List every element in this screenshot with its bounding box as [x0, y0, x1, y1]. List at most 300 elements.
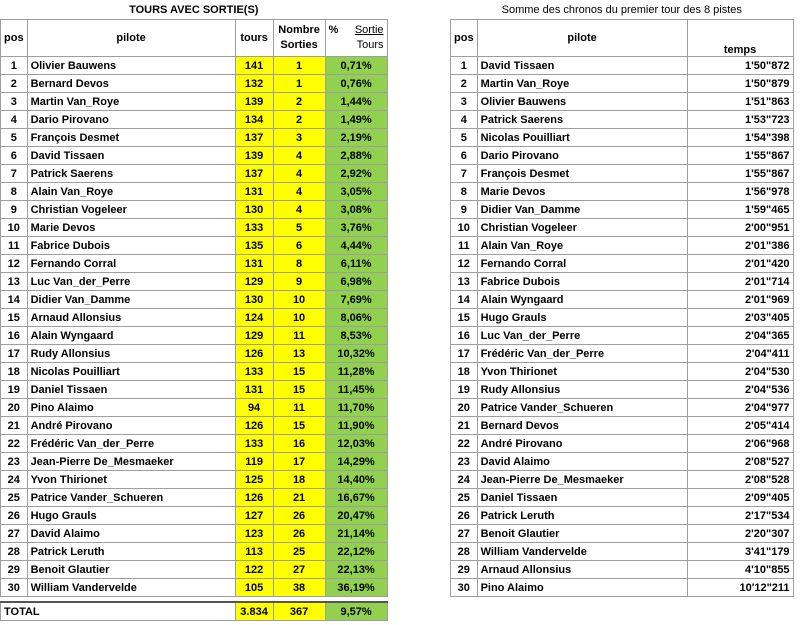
row-sorties: 8: [273, 255, 325, 273]
right-header-row: [451, 20, 794, 57]
table-row: [451, 543, 794, 561]
row-pct: 11,45%: [325, 381, 387, 399]
row-pos: 16: [1, 327, 28, 345]
row-pilote: Daniel Tissaen: [477, 489, 687, 507]
total-label: TOTAL: [1, 602, 236, 621]
row-tours: 131: [235, 381, 273, 399]
row-temps: 1'55"867: [687, 147, 793, 165]
row-pos: 19: [451, 381, 478, 399]
table-row: [451, 93, 794, 111]
row-pct: 11,28%: [325, 363, 387, 381]
table-row: [451, 327, 794, 345]
row-tours: 133: [235, 219, 273, 237]
row-pct: 22,12%: [325, 543, 387, 561]
header-pct-symbol: %: [328, 24, 339, 36]
row-tours: 123: [235, 525, 273, 543]
row-pilote: Bernard Devos: [27, 75, 235, 93]
table-row: [1, 165, 388, 183]
row-pos: 27: [1, 525, 28, 543]
row-pilote: Dario Pirovano: [477, 147, 687, 165]
row-sorties: 11: [273, 399, 325, 417]
row-tours: 137: [235, 165, 273, 183]
row-pct: 7,69%: [325, 291, 387, 309]
row-pct: 21,14%: [325, 525, 387, 543]
row-pilote: Alain Van_Roye: [27, 183, 235, 201]
table-row: [451, 219, 794, 237]
header-sorties-line1: Nombre: [278, 24, 320, 36]
table-row: [1, 471, 388, 489]
table-row: [1, 93, 388, 111]
row-pos: 14: [1, 291, 28, 309]
row-pilote: Rudy Allonsius: [477, 381, 687, 399]
row-pilote: Fabrice Dubois: [477, 273, 687, 291]
row-temps: 2'04"536: [687, 381, 793, 399]
table-row: [1, 399, 388, 417]
row-pos: 28: [451, 543, 478, 561]
row-temps: 2'00"951: [687, 219, 793, 237]
row-pos: 30: [451, 579, 478, 597]
left-table-title: TOURS AVEC SORTIE(S): [129, 3, 259, 16]
row-pilote: Alain Van_Roye: [477, 237, 687, 255]
row-tours: 133: [235, 363, 273, 381]
row-pilote: Patrice Vander_Schueren: [27, 489, 235, 507]
table-row: [451, 309, 794, 327]
header-pilote: pilote: [27, 20, 235, 57]
row-sorties: 13: [273, 345, 325, 363]
table-row: [451, 453, 794, 471]
row-temps: 2'08"528: [687, 471, 793, 489]
row-pos: 15: [451, 309, 478, 327]
table-row: [451, 57, 794, 75]
row-pct: 1,49%: [325, 111, 387, 129]
row-pilote: Bernard Devos: [477, 417, 687, 435]
row-pct: 0,76%: [325, 75, 387, 93]
table-row: [1, 453, 388, 471]
row-pct: 14,29%: [325, 453, 387, 471]
row-temps: 2'01"714: [687, 273, 793, 291]
row-temps: 2'04"411: [687, 345, 793, 363]
row-sorties: 6: [273, 237, 325, 255]
row-pos: 28: [1, 543, 28, 561]
table-row: [451, 363, 794, 381]
row-pct: 14,40%: [325, 471, 387, 489]
table-row: [451, 111, 794, 129]
row-pct: 0,71%: [325, 57, 387, 75]
row-pos: 29: [1, 561, 28, 579]
row-pos: 15: [1, 309, 28, 327]
row-pct: 2,88%: [325, 147, 387, 165]
row-pos: 9: [1, 201, 28, 219]
table-row: [451, 579, 794, 597]
row-pct: 8,06%: [325, 309, 387, 327]
table-row: [1, 363, 388, 381]
row-pos: 7: [1, 165, 28, 183]
table-row: [1, 111, 388, 129]
row-pilote: Nicolas Pouilliart: [27, 363, 235, 381]
row-pilote: Didier Van_Damme: [477, 201, 687, 219]
row-pos: 7: [451, 165, 478, 183]
row-tours: 137: [235, 129, 273, 147]
table-row: [451, 417, 794, 435]
row-tours: 119: [235, 453, 273, 471]
row-pos: 13: [1, 273, 28, 291]
table-row: [451, 129, 794, 147]
row-sorties: 18: [273, 471, 325, 489]
table-row: [1, 417, 388, 435]
row-pos: 16: [451, 327, 478, 345]
row-pos: 19: [1, 381, 28, 399]
row-pilote: David Tissaen: [27, 147, 235, 165]
row-sorties: 9: [273, 273, 325, 291]
row-pos: 1: [1, 57, 28, 75]
row-pilote: Frédéric Van_der_Perre: [477, 345, 687, 363]
row-pos: 21: [451, 417, 478, 435]
row-pilote: Jean-Pierre De_Mesmaeker: [27, 453, 235, 471]
total-tours: 3.834: [235, 602, 273, 621]
row-pilote: Christian Vogeleer: [477, 219, 687, 237]
header-pos: pos: [451, 20, 478, 57]
row-pct: 8,53%: [325, 327, 387, 345]
table-row: [1, 57, 388, 75]
row-sorties: 15: [273, 381, 325, 399]
row-pos: 3: [451, 93, 478, 111]
row-sorties: 2: [273, 111, 325, 129]
chronos-premier-tour-sheet: [450, 0, 794, 597]
row-pos: 23: [1, 453, 28, 471]
row-temps: 2'09"405: [687, 489, 793, 507]
row-pilote: Hugo Grauls: [477, 309, 687, 327]
row-pct: 4,44%: [325, 237, 387, 255]
row-tours: 124: [235, 309, 273, 327]
row-pilote: François Desmet: [27, 129, 235, 147]
tours-avec-sorties-table: [0, 0, 388, 621]
row-pilote: Yvon Thirionet: [477, 363, 687, 381]
row-tours: 122: [235, 561, 273, 579]
row-pos: 3: [1, 93, 28, 111]
row-pos: 30: [1, 579, 28, 597]
row-sorties: 10: [273, 309, 325, 327]
table-row: [451, 237, 794, 255]
row-pos: 26: [1, 507, 28, 525]
right-table-title: Somme des chronos du premier tour des 8 pistes: [501, 3, 742, 16]
row-sorties: 4: [273, 147, 325, 165]
row-sorties: 5: [273, 219, 325, 237]
table-row: [451, 507, 794, 525]
row-pilote: Fernando Corral: [477, 255, 687, 273]
row-sorties: 16: [273, 435, 325, 453]
table-row: [1, 561, 388, 579]
row-pos: 12: [1, 255, 28, 273]
row-pilote: André Pirovano: [477, 435, 687, 453]
row-pos: 8: [1, 183, 28, 201]
row-pos: 4: [451, 111, 478, 129]
row-pilote: Patrice Vander_Schueren: [477, 399, 687, 417]
table-row: [1, 147, 388, 165]
row-pos: 6: [1, 147, 28, 165]
row-pct: 3,76%: [325, 219, 387, 237]
header-sorties-line2: Sorties: [280, 39, 318, 51]
row-pos: 25: [451, 489, 478, 507]
row-sorties: 11: [273, 327, 325, 345]
row-sorties: 25: [273, 543, 325, 561]
row-pos: 2: [451, 75, 478, 93]
row-pos: 22: [1, 435, 28, 453]
row-pilote: Marie Devos: [477, 183, 687, 201]
row-tours: 131: [235, 255, 273, 273]
table-row: [451, 525, 794, 543]
row-temps: 2'03"405: [687, 309, 793, 327]
row-tours: 129: [235, 327, 273, 345]
row-pos: 2: [1, 75, 28, 93]
row-pos: 11: [451, 237, 478, 255]
row-pos: 27: [451, 525, 478, 543]
table-row: [1, 489, 388, 507]
row-pos: 17: [451, 345, 478, 363]
row-sorties: 1: [273, 75, 325, 93]
table-row: [1, 525, 388, 543]
row-temps: 1'50"872: [687, 57, 793, 75]
table-row: [1, 237, 388, 255]
row-pilote: Arnaud Allonsius: [27, 309, 235, 327]
row-pilote: François Desmet: [477, 165, 687, 183]
row-pilote: David Tissaen: [477, 57, 687, 75]
row-pos: 6: [451, 147, 478, 165]
row-temps: 10'12"211: [687, 579, 793, 597]
header-nombre-sorties: [273, 20, 325, 57]
row-pilote: Martin Van_Roye: [27, 93, 235, 111]
row-pilote: David Alaimo: [477, 453, 687, 471]
row-temps: 2'06"968: [687, 435, 793, 453]
table-row: [451, 345, 794, 363]
row-pct: 36,19%: [325, 579, 387, 597]
table-row: [451, 147, 794, 165]
row-temps: 2'04"365: [687, 327, 793, 345]
row-pilote: Fabrice Dubois: [27, 237, 235, 255]
chronos-table: [450, 0, 794, 597]
row-pilote: Luc Van_der_Perre: [27, 273, 235, 291]
row-sorties: 3: [273, 129, 325, 147]
header-pct-sortie-tours: [325, 20, 387, 57]
table-row: [1, 435, 388, 453]
row-sorties: 15: [273, 363, 325, 381]
row-tours: 94: [235, 399, 273, 417]
row-pos: 10: [1, 219, 28, 237]
row-pilote: Jean-Pierre De_Mesmaeker: [477, 471, 687, 489]
row-temps: 1'56"978: [687, 183, 793, 201]
row-tours: 126: [235, 417, 273, 435]
row-temps: 2'17"534: [687, 507, 793, 525]
row-temps: 1'50"879: [687, 75, 793, 93]
row-pilote: Hugo Grauls: [27, 507, 235, 525]
row-pos: 13: [451, 273, 478, 291]
table-row: [451, 201, 794, 219]
row-pilote: Christian Vogeleer: [27, 201, 235, 219]
row-pos: 10: [451, 219, 478, 237]
row-pct: 20,47%: [325, 507, 387, 525]
row-pilote: Yvon Thirionet: [27, 471, 235, 489]
row-pos: 21: [1, 417, 28, 435]
row-pilote: Olivier Bauwens: [477, 93, 687, 111]
header-temps: temps: [687, 20, 793, 57]
row-temps: 2'05"414: [687, 417, 793, 435]
header-pilote: pilote: [477, 20, 687, 57]
row-pilote: Pino Alaimo: [27, 399, 235, 417]
row-pilote: Olivier Bauwens: [27, 57, 235, 75]
row-tours: 141: [235, 57, 273, 75]
row-pilote: Didier Van_Damme: [27, 291, 235, 309]
row-pilote: William Vandervelde: [477, 543, 687, 561]
table-row: [451, 273, 794, 291]
row-pct: 1,44%: [325, 93, 387, 111]
row-pos: 5: [1, 129, 28, 147]
table-row: [1, 219, 388, 237]
table-row: [451, 399, 794, 417]
row-sorties: 4: [273, 201, 325, 219]
header-pct-line1: Sortie: [354, 24, 384, 36]
row-pilote: Benoit Glautier: [477, 525, 687, 543]
row-temps: 2'01"420: [687, 255, 793, 273]
row-pos: 8: [451, 183, 478, 201]
row-sorties: 21: [273, 489, 325, 507]
row-tours: 126: [235, 345, 273, 363]
row-pct: 6,98%: [325, 273, 387, 291]
row-tours: 133: [235, 435, 273, 453]
row-pct: 11,90%: [325, 417, 387, 435]
table-row: [1, 579, 388, 597]
row-temps: 2'08"527: [687, 453, 793, 471]
row-sorties: 4: [273, 165, 325, 183]
row-temps: 2'04"530: [687, 363, 793, 381]
row-pos: 12: [451, 255, 478, 273]
row-pilote: William Vandervelde: [27, 579, 235, 597]
table-row: [451, 381, 794, 399]
row-pilote: Patrick Saerens: [27, 165, 235, 183]
row-temps: 1'53"723: [687, 111, 793, 129]
row-sorties: 15: [273, 417, 325, 435]
row-pct: 2,92%: [325, 165, 387, 183]
row-pct: 16,67%: [325, 489, 387, 507]
row-tours: 130: [235, 291, 273, 309]
row-pilote: Alain Wyngaard: [27, 327, 235, 345]
row-temps: 3'41"179: [687, 543, 793, 561]
header-pct-line2: Tours: [356, 39, 384, 51]
left-header-row: [1, 20, 388, 57]
row-pilote: Luc Van_der_Perre: [477, 327, 687, 345]
row-pilote: Nicolas Pouilliart: [477, 129, 687, 147]
row-tours: 131: [235, 183, 273, 201]
total-sorties: 367: [273, 602, 325, 621]
row-pilote: Frédéric Van_der_Perre: [27, 435, 235, 453]
row-pos: 17: [1, 345, 28, 363]
table-row: [1, 381, 388, 399]
row-pct: 3,08%: [325, 201, 387, 219]
row-pct: 11,70%: [325, 399, 387, 417]
row-temps: 1'51"863: [687, 93, 793, 111]
row-pilote: Patrick Leruth: [27, 543, 235, 561]
total-pct: 9,57%: [325, 602, 387, 621]
table-row: [1, 129, 388, 147]
row-temps: 1'54"398: [687, 129, 793, 147]
table-row: [1, 309, 388, 327]
table-row: [451, 75, 794, 93]
row-tours: 139: [235, 93, 273, 111]
row-pos: 25: [1, 489, 28, 507]
row-pilote: Alain Wyngaard: [477, 291, 687, 309]
row-pilote: Pino Alaimo: [477, 579, 687, 597]
table-row: [451, 255, 794, 273]
header-tours: tours: [235, 20, 273, 57]
row-temps: 2'01"386: [687, 237, 793, 255]
row-pos: 11: [1, 237, 28, 255]
table-row: [1, 291, 388, 309]
total-row: [1, 602, 388, 621]
row-pos: 18: [451, 363, 478, 381]
row-tours: 127: [235, 507, 273, 525]
row-pct: 12,03%: [325, 435, 387, 453]
table-row: [1, 345, 388, 363]
table-row: [451, 183, 794, 201]
row-pilote: Fernando Corral: [27, 255, 235, 273]
row-pct: 6,11%: [325, 255, 387, 273]
table-row: [1, 201, 388, 219]
row-pilote: Arnaud Allonsius: [477, 561, 687, 579]
row-pos: 26: [451, 507, 478, 525]
row-pct: 22,13%: [325, 561, 387, 579]
table-row: [1, 543, 388, 561]
row-pos: 24: [451, 471, 478, 489]
table-row: [451, 435, 794, 453]
row-sorties: 17: [273, 453, 325, 471]
row-pilote: Patrick Leruth: [477, 507, 687, 525]
row-temps: 2'04"977: [687, 399, 793, 417]
row-tours: 129: [235, 273, 273, 291]
row-tours: 126: [235, 489, 273, 507]
row-tours: 139: [235, 147, 273, 165]
row-pos: 22: [451, 435, 478, 453]
row-pilote: Daniel Tissaen: [27, 381, 235, 399]
row-tours: 135: [235, 237, 273, 255]
row-pos: 23: [451, 453, 478, 471]
row-tours: 132: [235, 75, 273, 93]
table-row: [1, 75, 388, 93]
row-pos: 4: [1, 111, 28, 129]
row-pct: 2,19%: [325, 129, 387, 147]
row-temps: 1'55"867: [687, 165, 793, 183]
row-temps: 2'01"969: [687, 291, 793, 309]
row-pilote: David Alaimo: [27, 525, 235, 543]
table-row: [1, 255, 388, 273]
row-pilote: Rudy Allonsius: [27, 345, 235, 363]
row-pilote: Patrick Saerens: [477, 111, 687, 129]
row-pos: 20: [1, 399, 28, 417]
row-pilote: Martin Van_Roye: [477, 75, 687, 93]
row-temps: 1'59"465: [687, 201, 793, 219]
row-pos: 20: [451, 399, 478, 417]
row-pct: 10,32%: [325, 345, 387, 363]
row-tours: 113: [235, 543, 273, 561]
table-row: [451, 165, 794, 183]
row-pilote: André Pirovano: [27, 417, 235, 435]
row-tours: 125: [235, 471, 273, 489]
table-row: [1, 183, 388, 201]
tours-avec-sorties-sheet: [0, 0, 388, 621]
row-tours: 130: [235, 201, 273, 219]
row-temps: 2'20"307: [687, 525, 793, 543]
row-sorties: 2: [273, 93, 325, 111]
row-sorties: 27: [273, 561, 325, 579]
row-pos: 24: [1, 471, 28, 489]
row-pos: 1: [451, 57, 478, 75]
